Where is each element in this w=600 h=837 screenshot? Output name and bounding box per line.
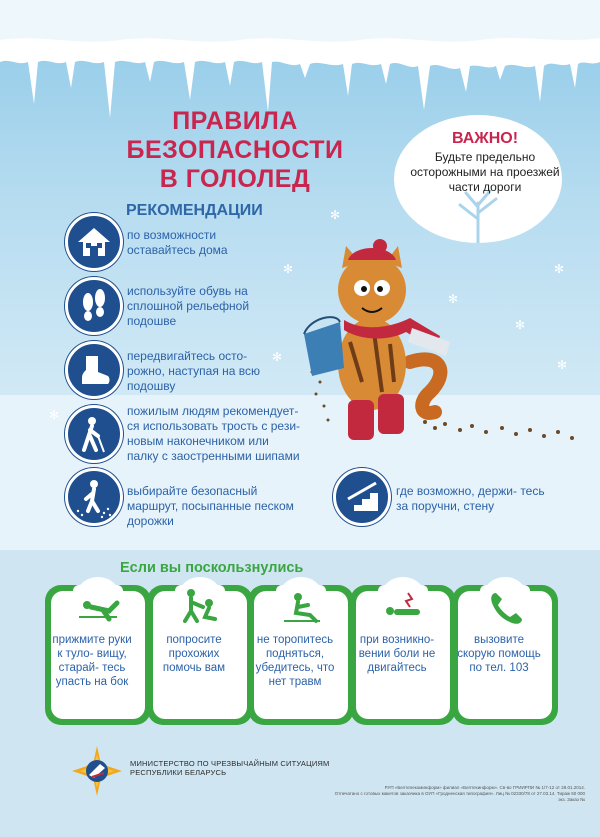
rec-text-5: выбирайте безопасный маршрут, посыпанные песком дорожки bbox=[127, 484, 294, 528]
helping-person-icon bbox=[175, 585, 225, 629]
ministry-line-2: РЕСПУБЛИКИ БЕЛАРУСЬ bbox=[130, 768, 227, 777]
phone-icon bbox=[480, 585, 530, 629]
slip-tip-text: при возникно- вении боли не двигайтесь bbox=[358, 634, 436, 674]
walking-cane-icon bbox=[65, 405, 123, 463]
snowflake-icon: ✻ bbox=[272, 350, 283, 364]
important-text: Будьте предельно осторожными на проезжей части дороги bbox=[410, 150, 560, 194]
rec-text-1: по возможности оставайтесь дома bbox=[127, 228, 228, 257]
slip-heading: Если вы поскользнулись bbox=[120, 560, 304, 576]
footprints-icon bbox=[65, 277, 123, 335]
rec-text-4: пожилым людям рекомендует- ся использовать трость с рези- новым наконечником или палку с заостренными шипами bbox=[127, 404, 301, 463]
falling-person-icon bbox=[73, 585, 123, 629]
rec-text-2: используйте обувь на сплошной рельефной подошве bbox=[127, 284, 250, 328]
page-title bbox=[100, 107, 370, 194]
slip-tip-text: прижмите руки к туло- вищу, старай- тесь упасть на бок bbox=[52, 634, 132, 688]
slip-tip-text: не торопитесь подняться, убедитесь, что нет травм bbox=[255, 634, 335, 688]
title-line-3: В ГОЛОЛЕД bbox=[159, 165, 311, 193]
ministry-line-1: МИНИСТЕРСТВО ПО ЧРЕЗВЫЧАЙНЫМ СИТУАЦИЯМ bbox=[130, 759, 330, 768]
slip-tip-5 bbox=[452, 585, 558, 725]
title-line-1: ПРАВИЛА bbox=[172, 107, 298, 135]
sitting-person-icon bbox=[276, 585, 326, 629]
slip-tip-text: попросите прохожих помочь вам bbox=[162, 634, 226, 674]
slip-tip-2 bbox=[147, 585, 253, 725]
ministry-name bbox=[130, 759, 330, 777]
rec-text-3: передвигайтесь осто- рожно, наступая на всю подошву bbox=[127, 349, 261, 393]
cat-illustration bbox=[290, 232, 590, 447]
house-icon bbox=[65, 213, 123, 271]
recommendations-heading: РЕКОМЕНДАЦИИ bbox=[126, 202, 263, 219]
important-heading: ВАЖНО! bbox=[451, 130, 519, 147]
snowflake-icon: ✻ bbox=[515, 318, 526, 332]
mchs-emblem-logo bbox=[70, 744, 124, 798]
lying-person-icon bbox=[378, 585, 428, 629]
fine-print bbox=[330, 785, 585, 803]
snowflake-icon: ✻ bbox=[283, 262, 294, 276]
snowflake-icon: ✻ bbox=[330, 208, 341, 222]
snowflake-icon: ✻ bbox=[557, 358, 568, 372]
sanded-path-icon bbox=[65, 468, 123, 526]
slip-tip-text: вызовите скорую помощь по тел. 103 bbox=[457, 634, 541, 674]
important-note bbox=[410, 130, 560, 195]
fine-print-line-1: РУП «Белтелекоминформ» филиал «Белтехинформ». Св-во ГРИИРПИ № 1/7-12 от 29.01.2014. bbox=[384, 785, 585, 790]
fine-print-line-2: Отпечатано с готовых макетов заказчика в ОУП «Гродненская типография». Лиц № 02330/78 от 27.03.14. Тираж 50 000 экз. Заказ № bbox=[334, 791, 585, 802]
title-line-2: БЕЗОПАСНОСТИ bbox=[126, 136, 344, 164]
snowflake-icon: ✻ bbox=[448, 292, 459, 306]
boot-icon bbox=[65, 341, 123, 399]
slip-tip-3 bbox=[248, 585, 354, 725]
rec-text-6: где возможно, держи- тесь за поручни, стену bbox=[396, 484, 545, 513]
slip-tip-1 bbox=[45, 585, 151, 725]
slip-tip-4 bbox=[350, 585, 456, 725]
snowflake-icon: ✻ bbox=[49, 408, 60, 422]
snowflake-icon: ✻ bbox=[554, 262, 565, 276]
stairs-handrail-icon bbox=[333, 468, 391, 526]
